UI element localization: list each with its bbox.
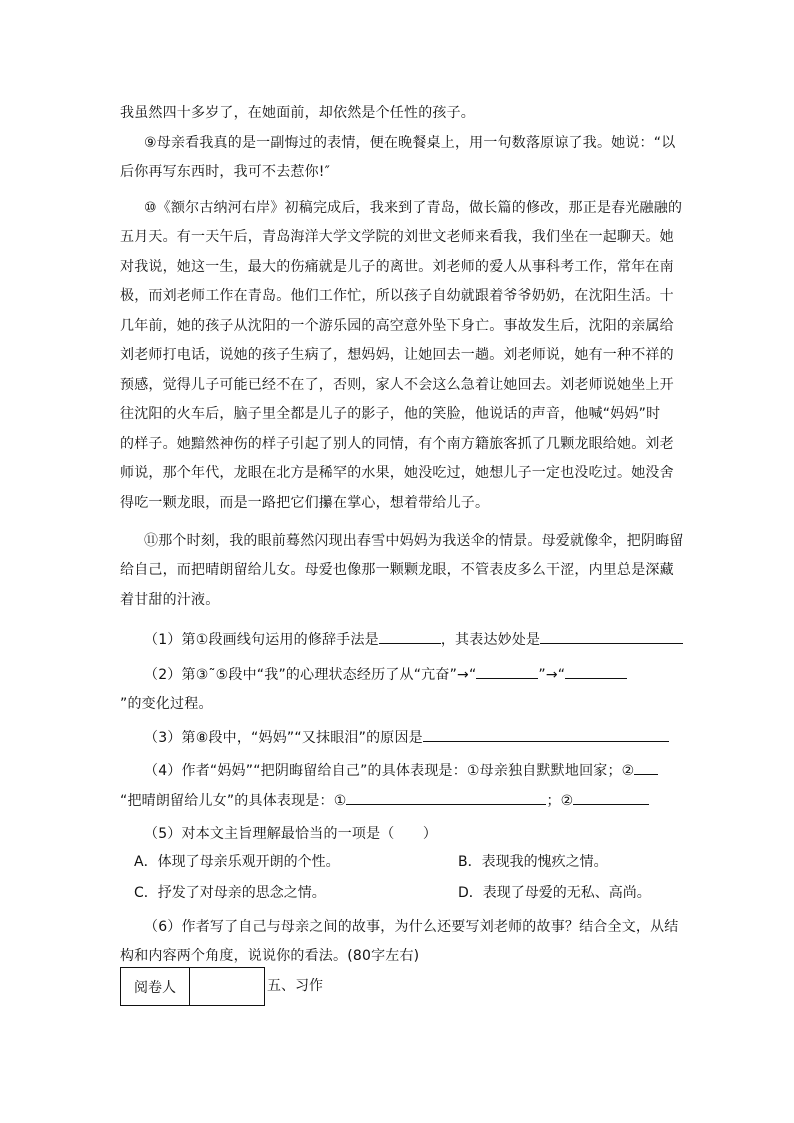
option-b[interactable]: B．表现我的愧疚之情。 bbox=[458, 854, 608, 870]
passage-line: 着甘甜的汁液。 bbox=[120, 592, 220, 608]
question-1: （1）第①段画线句运用的修辞手法是 ，其表达妙处是 bbox=[120, 629, 683, 650]
passage-line: 师说，那个年代，龙眼在北方是稀罕的水果，她没吃过，她想儿子一定也没吃过。她没舍 bbox=[120, 465, 674, 481]
passage-line: 的样子。她黯然神伤的样子引起了别人的同情，有个南方籍旅客抓了几颗龙眼给她。刘老 bbox=[120, 436, 674, 452]
passage-line: 后你再写东西时，我可不去惹你!″ bbox=[120, 164, 331, 180]
question-4: （4）作者“妈妈”“把阴晦留给自己”的具体表现是：①母亲独自默默地回家；② bbox=[120, 760, 658, 781]
passage-line: 极，而刘老师工作在青岛。他们工作忙，所以孩子自幼就跟着爷爷奶奶，在沈阳生活。十 bbox=[120, 288, 674, 304]
question-4-cont: “把晴朗留给儿女”的具体表现是：① ；② bbox=[120, 790, 649, 811]
grader-label: 阅卷人 bbox=[121, 968, 190, 1006]
paragraph-10: ⑩《额尔古纳河右岸》初稿完成后，我来到了青岛，做长篇的修改，那正是春光融融的 bbox=[144, 200, 683, 216]
option-c[interactable]: C．抒发了对母亲的思念之情。 bbox=[134, 885, 326, 901]
answer-blank[interactable] bbox=[476, 664, 538, 679]
passage-line: 五月天。有一天午后，青岛海洋大学文学院的刘世文老师来看我，我们坐在一起聊天。她 bbox=[120, 229, 674, 245]
option-a[interactable]: A．体现了母亲乐观开朗的个性。 bbox=[134, 854, 340, 870]
question-3: （3）第⑧段中，“妈妈”“又抹眼泪”的原因是 bbox=[120, 727, 669, 748]
section-title: 五、习作 bbox=[267, 978, 323, 994]
paragraph-9: ⑨母亲看我真的是一副悔过的表情，便在晚餐桌上，用一句数落原谅了我。她说：“以 bbox=[144, 135, 676, 151]
answer-blank[interactable] bbox=[565, 664, 627, 679]
passage-line: 刘老师打电话，说她的孩子生病了，想妈妈，让她回去一趟。刘老师说，她有一种不祥的 bbox=[120, 347, 674, 363]
answer-blank[interactable] bbox=[423, 727, 669, 742]
grader-field[interactable] bbox=[190, 968, 265, 1006]
answer-blank[interactable] bbox=[540, 629, 683, 644]
passage-line: 几年前，她的孩子从沈阳的一个游乐园的高空意外坠下身亡。事故发生后，沈阳的亲属给 bbox=[120, 318, 674, 334]
question-2-tail: ”的变化过程。 bbox=[120, 696, 213, 712]
passage-line: 得吃一颗龙眼，而是一路把它们攥在掌心，想着带给儿子。 bbox=[120, 495, 490, 511]
question-6-cont: 构和内容两个角度，说说你的看法。(80字左右) bbox=[120, 948, 420, 964]
grader-table bbox=[120, 967, 265, 1006]
option-d[interactable]: D．表现了母爱的无私、高尚。 bbox=[458, 885, 651, 901]
passage-line: 预感，觉得儿子可能已经不在了，否则，家人不会这么急着让她回去。刘老师说她坐上开 bbox=[120, 377, 674, 393]
paragraph-11: ⑪那个时刻，我的眼前蓦然闪现出春雪中妈妈为我送伞的情景。母爱就像伞，把阴晦留 bbox=[144, 533, 684, 549]
question-2: （2）第③˜⑤段中“我”的心理状态经历了从“亢奋”→“ ”→“ bbox=[120, 664, 627, 685]
question-6: （6）作者写了自己与母亲之间的故事，为什么还要写刘老师的故事？结合全文，从结 bbox=[144, 919, 679, 935]
passage-line: 给自己，而把晴朗留给儿女。母爱也像那一颗颗龙眼，不管表皮多么干涩，内里总是深藏 bbox=[120, 562, 674, 578]
answer-blank[interactable] bbox=[379, 629, 441, 644]
answer-blank[interactable] bbox=[346, 790, 546, 805]
answer-blank[interactable] bbox=[634, 760, 658, 775]
passage-line: 往沈阳的火车后，脑子里全都是儿子的影子，他的笑脸，他说话的声音，他喊“妈妈”时 bbox=[120, 406, 661, 422]
passage-line: 对我说，她这一生，最大的伤痛就是儿子的离世。刘老师的爱人从事科考工作，常年在南 bbox=[120, 259, 674, 275]
question-5-stem: （5）对本文主旨理解最恰当的一项是（ ） bbox=[144, 826, 438, 842]
passage-line: 我虽然四十多岁了，在她面前，却依然是个任性的孩子。 bbox=[120, 105, 475, 121]
answer-blank[interactable] bbox=[573, 790, 649, 805]
